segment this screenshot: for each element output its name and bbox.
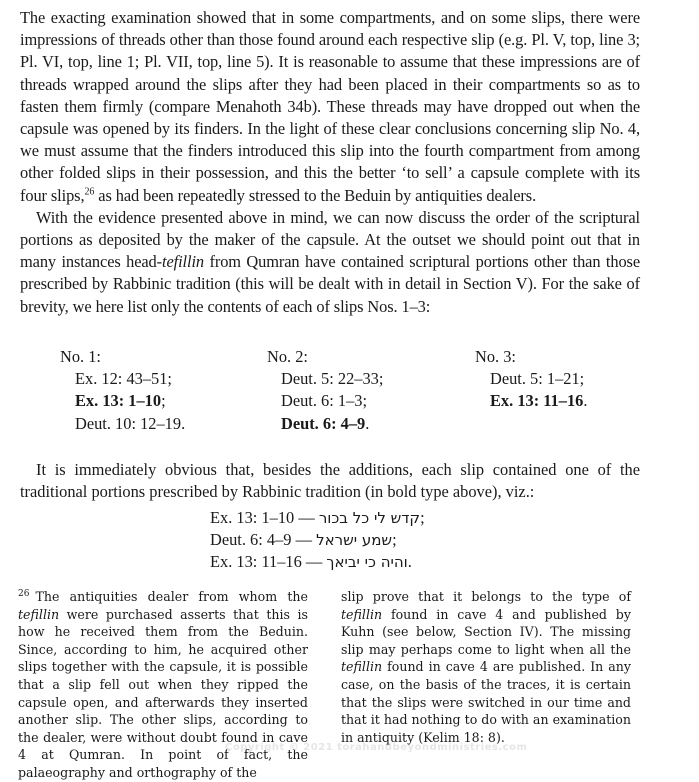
portion-row (210, 529, 425, 551)
slip-entry (60, 368, 185, 390)
slip-entry (267, 390, 383, 412)
slip-entry (267, 368, 383, 390)
slip-label: No. 1: (60, 347, 101, 366)
italic-term: tefillin (18, 606, 60, 622)
slip-entry-bold (60, 390, 185, 412)
footnote-text: found in cave 4 are published. In any case, on the basis of the traces, it is certain that the slips were switched in our time and that it had nothing to do with an examination in antiquity (Kelim 18: 8). (341, 659, 631, 745)
portion-ref: Ex. 13: 11–16 — (210, 552, 327, 571)
footnote-reference: 26 (84, 186, 95, 198)
italic-term: tefillin (162, 252, 205, 272)
slip-label: No. 2: (267, 347, 308, 366)
paragraph-1-text-end: as had been repeatedly stressed to the Beduin by antiquities dealers. (94, 185, 537, 205)
portion-ref: Deut. 6: 4–9 — (210, 530, 317, 549)
footnote-text: slip prove that it belongs to the type of (341, 589, 631, 604)
portion-end: . (407, 552, 412, 571)
slip-entry-bold (267, 413, 383, 435)
paragraph-2 (20, 207, 640, 318)
body-text (20, 7, 640, 318)
hebrew-incipit: שמע ישראל (316, 531, 393, 549)
entry-text: Deut. 10: 12–19. (75, 413, 186, 433)
entry-text: Deut. 5: 22–33; (281, 369, 384, 389)
slip-column-1 (60, 346, 185, 435)
paragraph-2-text-end: from Qumran have contained scriptural portions other than those prescribed by Rabbinic tradition (this will be dealt with in detail in Section V). For the sake of brevity, we here list only the contents of each of slips Nos. 1–3: (20, 252, 640, 316)
italic-term: tefillin (341, 606, 383, 622)
entry-text: Ex. 12: 43–51; (75, 369, 172, 389)
entry-suffix: . (583, 391, 588, 411)
italic-term: tefillin (341, 659, 383, 675)
entry-suffix: ; (161, 391, 166, 411)
footnote-text: The antiquities dealer from whom the (35, 589, 308, 604)
paragraph-1 (20, 7, 640, 207)
slip-entry-bold (475, 390, 587, 412)
portion-end: ; (392, 530, 397, 549)
entry-text: Deut. 5: 1–21; (490, 369, 585, 389)
slip-column-3 (475, 346, 587, 413)
paragraph-1-text: The exacting examination showed that in some compartments, and on some slips, there were impressions of threads other than those found around each respective slip (e.g. Pl. V, top, line 3; Pl. VI, top, line 1; Pl. VII, top, line 5). It is reasonable to assume that these impressions are of threads wrapped around the slips after they had been placed in their compartments so as to fasten them firmly (compare Menahoth 34b). These threads may have dropped out when the capsule was opened by its finders. In the light of these clear conclusions concerning slip No. 4, we must assume that the finders introduced this slip into the fourth compartment from among other folded slips in their possession, and this the better ‘to sell’ a capsule complete with its four slips, (20, 8, 640, 205)
copyright-watermark: Copyright © 2021 torahandbeyondministries.com (225, 742, 528, 753)
hebrew-incipit: והיה כי יביאך (326, 553, 408, 571)
entry-text: Ex. 13: 1–10 (75, 391, 162, 411)
slip-label: No. 3: (475, 347, 516, 366)
entry-text: Deut. 6: 4–9 (281, 413, 366, 433)
paragraph-3: It is immediately obvious that, besides the additions, each slip contained one of the traditional portions prescribed by Rabbinic tradition (in bold type above), viz.: (20, 460, 640, 502)
entry-text: Deut. 6: 1–3; (281, 391, 368, 411)
entry-suffix: . (365, 413, 370, 433)
footnote-column-right (341, 588, 631, 746)
footnote-text: were purchased asserts that this is how he received them from the Beduin. Since, according to him, he acquired other slips together with the capsule, it is possible that a slip fell out when they ripped the capsule open, and afterwards they inserted another slip. The other slips, according to the dealer, were without doubt found in cave 4 at Qumran. In point of fact, the palaeography and orthography of the (18, 606, 308, 780)
slip-entry (475, 368, 587, 390)
slip-entry (60, 413, 185, 435)
portion-ref: Ex. 13: 1–10 — (210, 508, 319, 527)
footnote-text: found in cave 4 and published by Kuhn (see below, Section IV). The missing slip may perhaps come to light when all the (341, 606, 631, 657)
footnote-number: 26 (18, 588, 30, 599)
hebrew-incipit: קדש לי כל בכור (318, 509, 421, 527)
traditional-portions-list (210, 507, 425, 573)
slip-column-2 (267, 346, 383, 435)
portion-end: ; (420, 508, 425, 527)
entry-text: Ex. 13: 11–16 (490, 391, 584, 411)
paragraph-2-text: With the evidence presented above in mind, we can now discuss the order of the scriptural portions as deposited by the maker of the capsule. At the outset we should point out that in many instances head- (20, 207, 640, 272)
portion-row (210, 551, 425, 573)
portion-row (210, 507, 425, 529)
